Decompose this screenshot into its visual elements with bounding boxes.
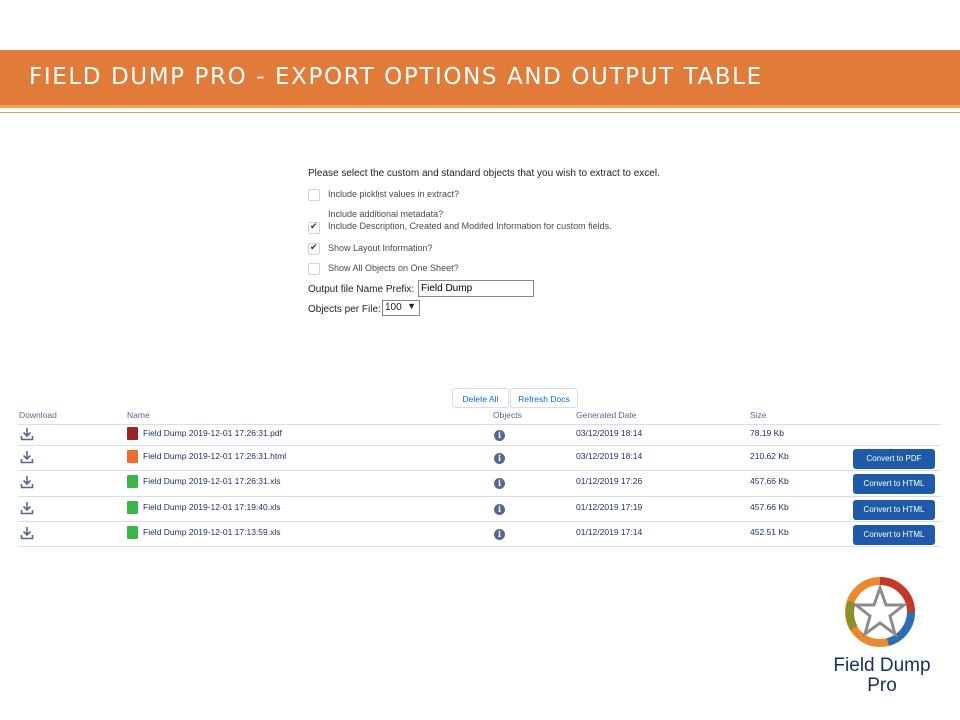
generated-date: 01/12/2019 17:26 (576, 476, 643, 486)
layout-checkbox[interactable] (308, 243, 320, 255)
generated-date: 01/12/2019 17:19 (576, 502, 643, 512)
picklist-label: Include picklist values in extract? (328, 189, 460, 199)
title-banner (0, 50, 960, 108)
file-xls-icon (127, 501, 138, 514)
per-file-label: Objects per File: (308, 304, 381, 315)
prefix-row (308, 284, 414, 295)
file-size: 457.66 Kb (750, 476, 789, 486)
file-size: 452.51 Kb (750, 527, 789, 537)
metadata-label-line1: Include additional metadata? (328, 209, 444, 219)
table-row (18, 496, 941, 522)
info-icon[interactable]: i (494, 453, 505, 464)
per-file-row (308, 301, 416, 315)
table-row (18, 521, 941, 547)
download-icon[interactable] (20, 427, 34, 441)
logo-text (820, 656, 944, 696)
objects-per-file-select[interactable] (382, 300, 420, 316)
header-size: Size (750, 410, 767, 420)
generated-date: 03/12/2019 18:14 (576, 428, 643, 438)
generated-date: 01/12/2019 17:14 (576, 527, 643, 537)
header-generated-date: Generated Date (576, 410, 637, 420)
file-name: Field Dump 2019-12-01 17:13:59.xls (143, 527, 281, 537)
one-sheet-checkbox[interactable] (308, 263, 320, 275)
download-icon[interactable] (20, 450, 34, 464)
star-logo-icon (844, 576, 916, 648)
header-name: Name (127, 410, 150, 420)
file-name: Field Dump 2019-12-01 17:26:31.xls (143, 476, 281, 486)
download-icon[interactable] (20, 526, 34, 540)
info-icon[interactable]: i (494, 529, 505, 540)
info-icon[interactable]: i (494, 430, 505, 441)
metadata-label-line2: Include Description, Created and Modifed Information for custom fields. (328, 221, 612, 231)
download-icon[interactable] (20, 501, 34, 515)
options-intro: Please select the custom and standard objects that you wish to extract to excel. (308, 168, 660, 179)
file-name: Field Dump 2019-12-01 17:26:31.html (143, 451, 287, 461)
file-size: 457.66 Kb (750, 502, 789, 512)
prefix-label: Output file Name Prefix: (308, 284, 415, 295)
file-name: Field Dump 2019-12-01 17:26:31.pdf (143, 428, 282, 438)
one-sheet-label: Show All Objects on One Sheet? (328, 263, 459, 273)
metadata-checkbox[interactable] (308, 222, 320, 234)
generated-date: 03/12/2019 18:14 (576, 451, 643, 461)
logo-line1: Field Dump (833, 655, 931, 676)
file-pdf-icon (127, 427, 138, 440)
banner-divider (0, 112, 960, 113)
picklist-checkbox[interactable] (308, 189, 320, 201)
page-title: FIELD DUMP PRO - EXPORT OPTIONS AND OUTPUT TABLE (29, 64, 763, 90)
file-name: Field Dump 2019-12-01 17:19:40.xls (143, 502, 281, 512)
table-row (18, 470, 941, 497)
file-html-icon (127, 450, 138, 463)
delete-all-button[interactable]: Delete All (452, 388, 509, 408)
table-row (18, 445, 941, 471)
download-icon[interactable] (20, 475, 34, 489)
logo-line2: Pro (867, 675, 897, 696)
prefix-input[interactable] (418, 280, 534, 297)
header-download: Download (19, 410, 57, 420)
convert-button[interactable]: Convert to HTML (853, 474, 935, 494)
dropdown-arrow-icon: ▼ (407, 301, 416, 311)
file-xls-icon (127, 475, 138, 488)
convert-button[interactable]: Convert to HTML (853, 500, 935, 520)
per-file-value: 100 (385, 302, 402, 313)
info-icon[interactable]: i (494, 504, 505, 515)
header-objects: Objects (493, 410, 522, 420)
info-icon[interactable]: i (494, 478, 505, 489)
layout-label: Show Layout Information? (328, 243, 433, 253)
file-size: 210.62 Kb (750, 451, 789, 461)
convert-button[interactable]: Convert to HTML (853, 525, 935, 545)
convert-button[interactable]: Convert to PDF (853, 449, 935, 469)
file-xls-icon (127, 526, 138, 539)
refresh-docs-button[interactable]: Refresh Docs (510, 388, 578, 408)
table-row (18, 425, 941, 446)
file-size: 78.19 Kb (750, 428, 785, 438)
